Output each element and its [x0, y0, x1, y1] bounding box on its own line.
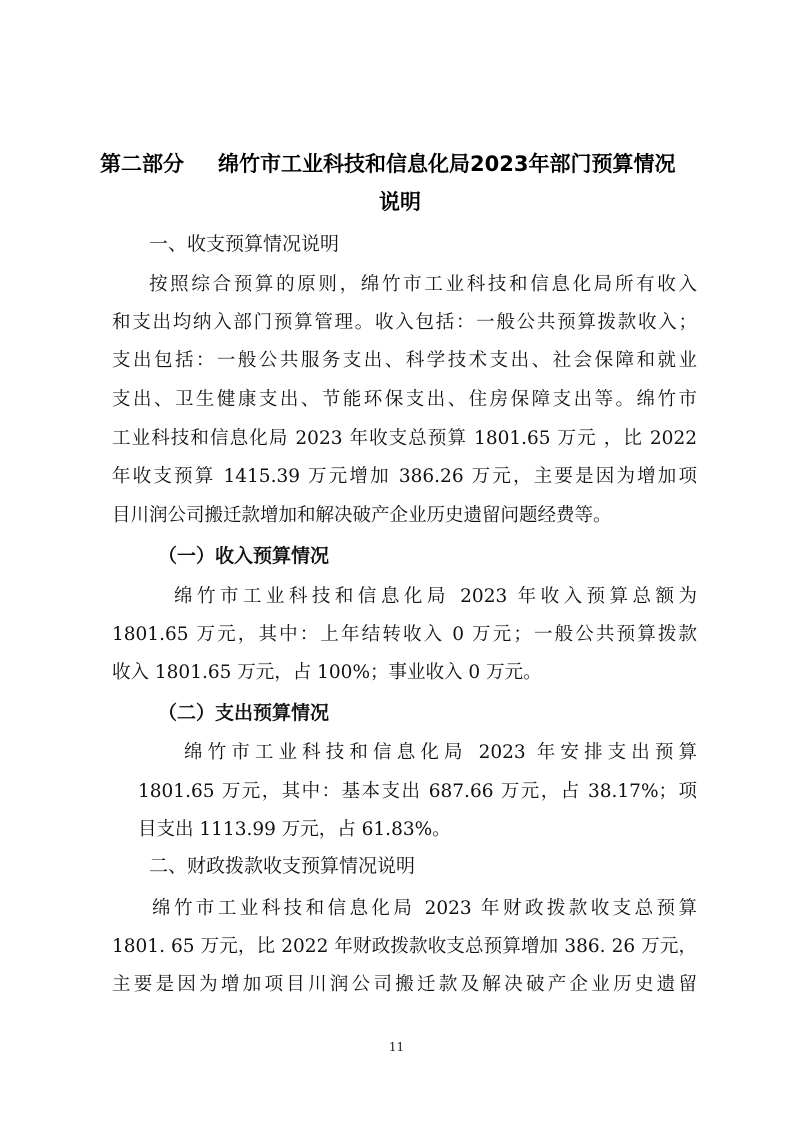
paragraph-line: 主要是因为增加项目川润公司搬迁款及解决破产企业历史遗留	[112, 974, 697, 995]
section-2-heading: 二、财政拨款收支预算情况说明	[149, 855, 416, 877]
paragraph-line: 绵竹市工业科技和信息化局 2023 年安排支出预算	[184, 742, 697, 763]
paragraph-line: 支出包括：一般公共服务支出、科学技术支出、社会保障和就业	[112, 350, 697, 371]
paragraph-line: 1801.65 万元，其中：上年结转收入 0 万元；一般公共预算拨款	[112, 624, 697, 645]
title-main: 绵竹市工业科技和信息化局2023年部门预算情况	[218, 152, 676, 176]
title-part: 第二部分	[100, 152, 184, 176]
paragraph-line: 和支出均纳入部门预算管理。收入包括：一般公共预算拨款收入；	[112, 312, 697, 333]
paragraph-line: 收入 1801.65 万元，占 100%；事业收入 0 万元。	[112, 662, 542, 683]
subsection-1-heading: （一）收入预算情况	[158, 545, 330, 567]
paragraph-line: 1801.65 万元，其中：基本支出 687.66 万元，占 38.17%；项	[138, 781, 697, 802]
paragraph-line: 支出、卫生健康支出、节能环保支出、住房保障支出等。绵竹市	[112, 389, 697, 410]
paragraph-line: 绵竹市工业科技和信息化局 2023 年财政拨款收支总预算	[152, 898, 697, 919]
subsection-2-heading: （二）支出预算情况	[158, 702, 330, 724]
paragraph-line: 目川润公司搬迁款增加和解决破产企业历史遗留问题经费等。	[112, 505, 612, 526]
paragraph-line: 目支出 1113.99 万元，占 61.83%。	[138, 819, 451, 840]
paragraph-line: 工业科技和信息化局 2023 年收支总预算 1801.65 万元 ，比 2022	[112, 428, 697, 449]
section-1-heading: 一、收支预算情况说明	[149, 233, 340, 255]
title-line-2: 说明	[379, 190, 421, 214]
paragraph-line: 按照综合预算的原则，绵竹市工业科技和信息化局所有收入	[149, 274, 697, 295]
title-line-1	[100, 150, 710, 178]
page-number: 11	[388, 1040, 405, 1054]
paragraph-line: 1801. 65 万元，比 2022 年财政拨款收支总预算增加 386. 26 万元，	[112, 936, 697, 957]
paragraph-line: 绵竹市工业科技和信息化局 2023 年收入预算总额为	[174, 586, 697, 607]
paragraph-line: 年收支预算 1415.39 万元增加 386.26 万元，主要是因为增加项	[112, 466, 697, 487]
